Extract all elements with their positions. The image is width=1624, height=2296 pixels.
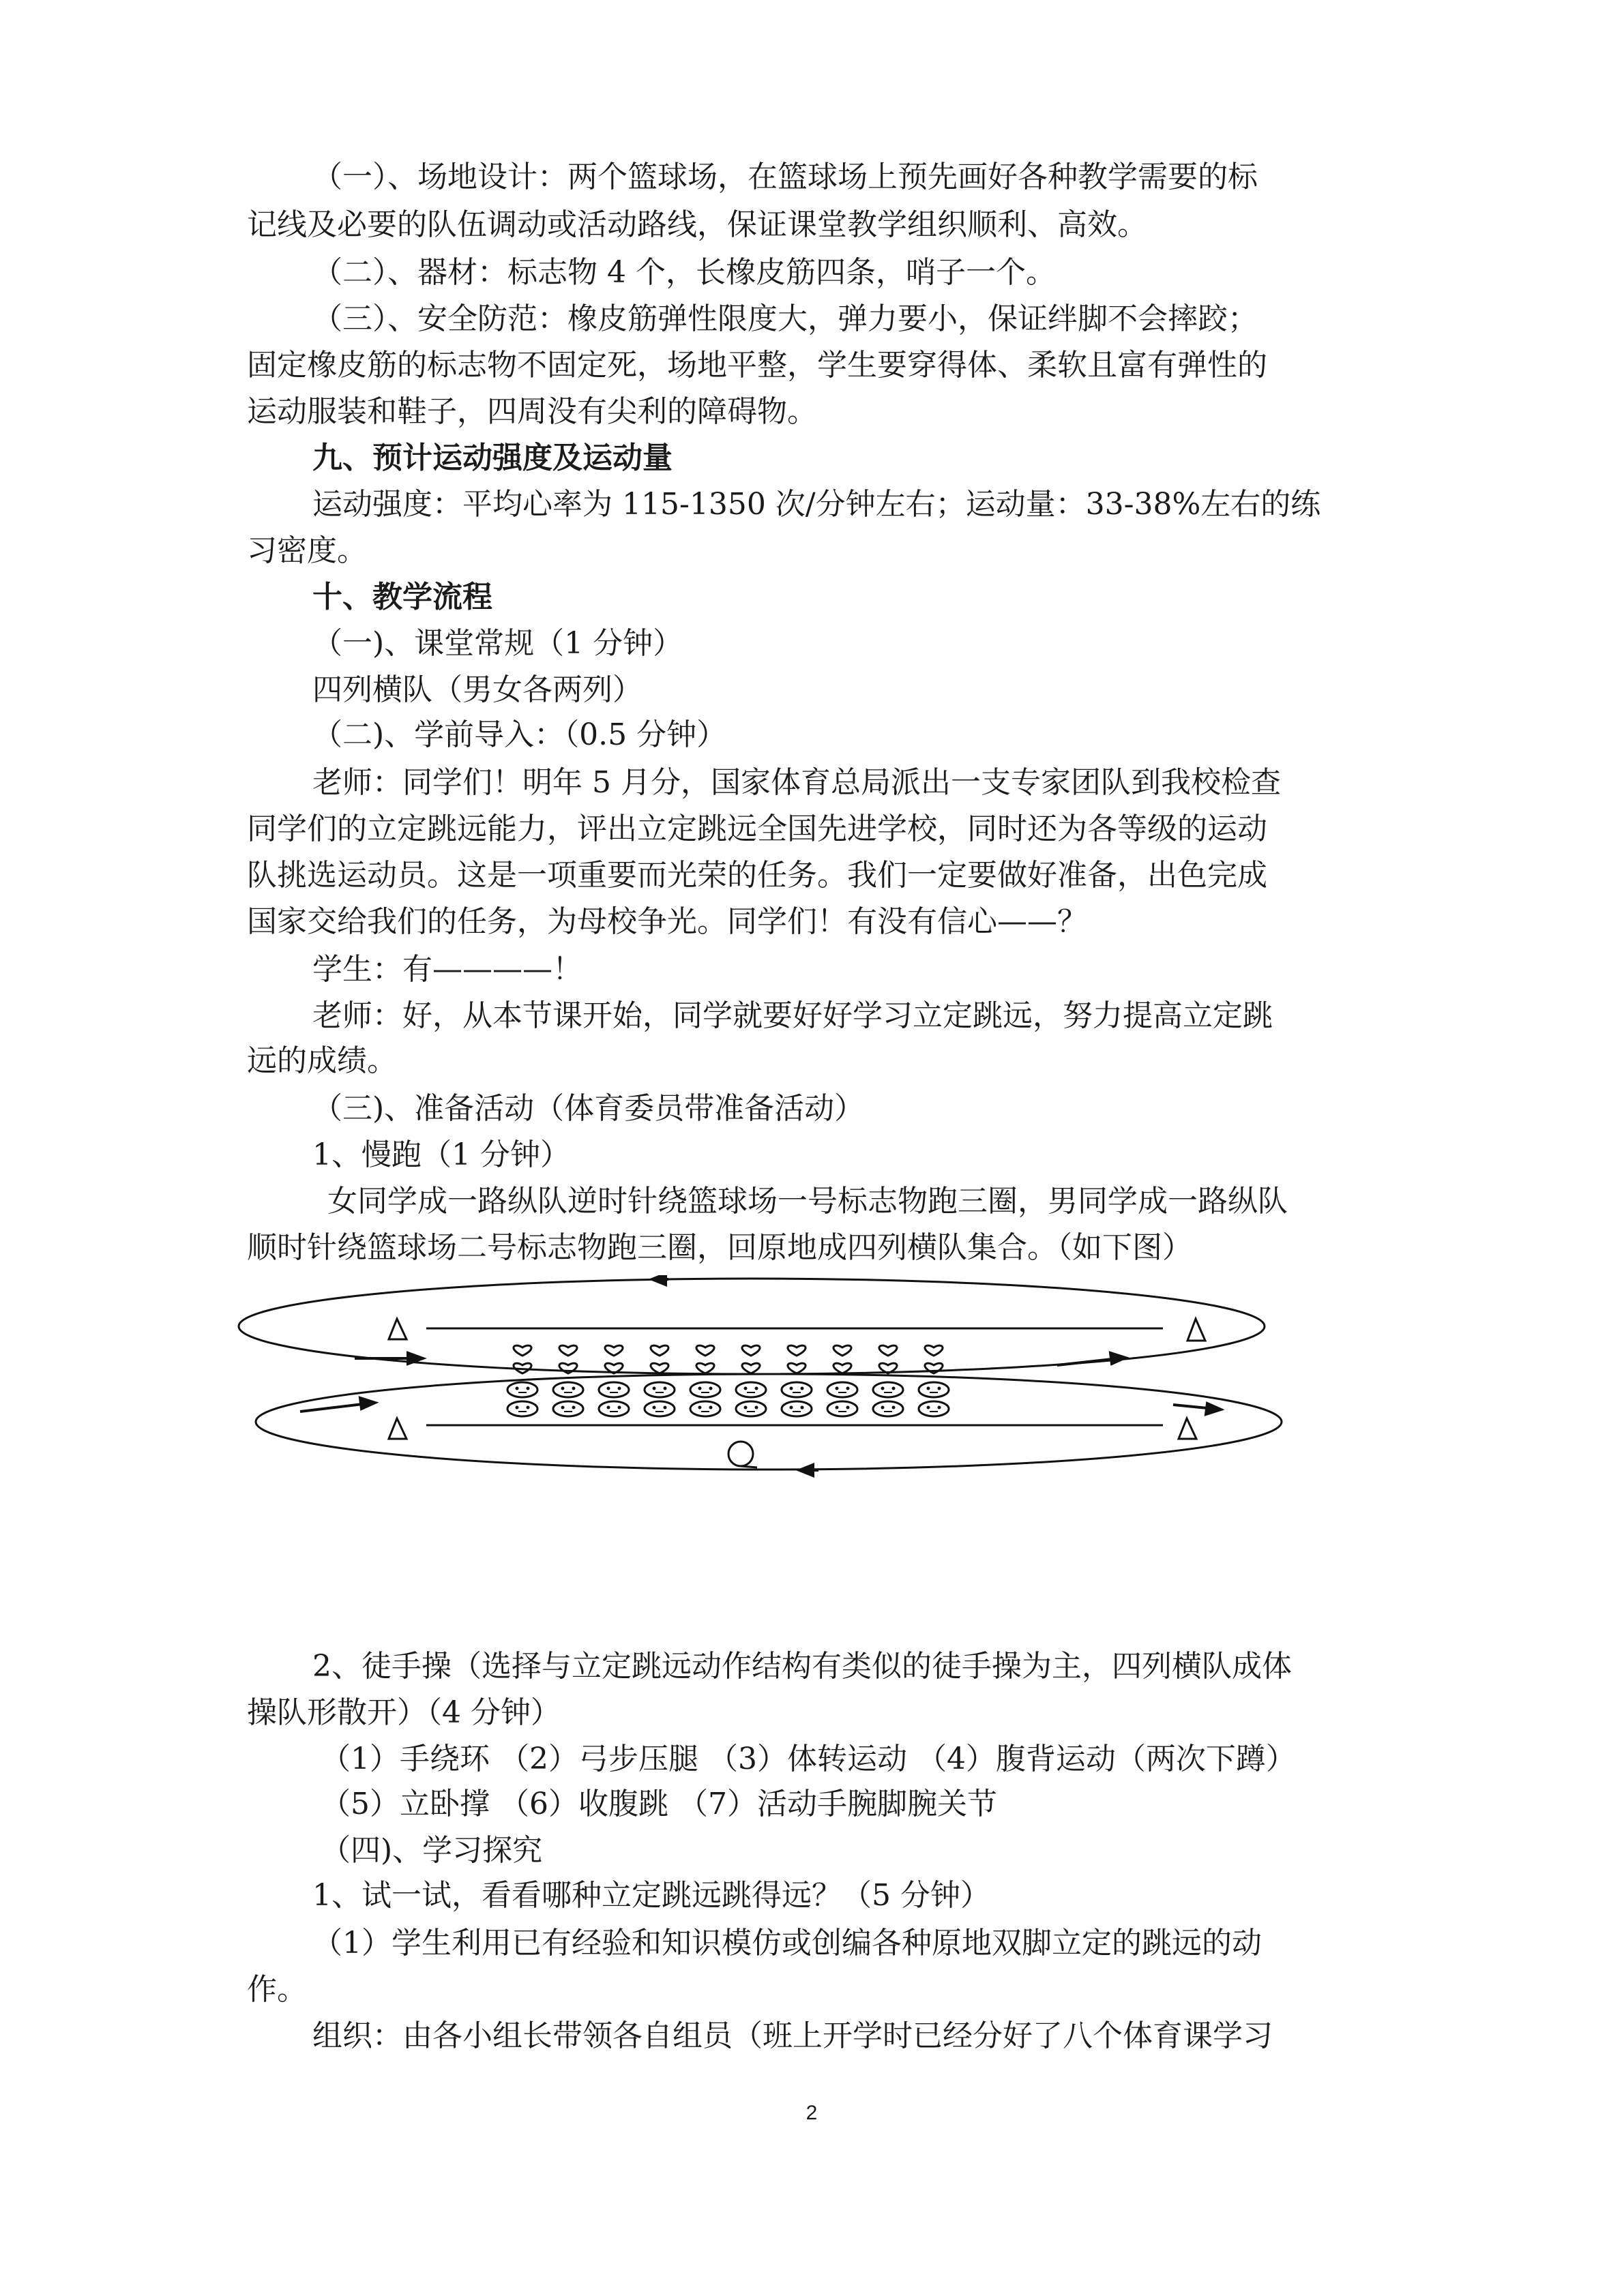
paragraph-line: （二)、学前导入：（0.5 分钟） xyxy=(312,717,727,752)
girl-student-heart-icon xyxy=(788,1363,806,1373)
boy-student-face-icon xyxy=(827,1401,857,1416)
paragraph-line: （三)、准备活动（体育委员带准备活动） xyxy=(312,1091,865,1126)
loop-path-2 xyxy=(256,1374,1282,1470)
paragraph-line: 作。 xyxy=(247,1972,307,2007)
girl-student-heart-icon xyxy=(651,1345,668,1356)
arrow-right-icon xyxy=(1110,1353,1125,1364)
boy-student-face-icon xyxy=(507,1401,537,1416)
boy-student-face-icon xyxy=(645,1382,675,1397)
girl-student-heart-icon xyxy=(559,1345,577,1356)
boy-student-face-icon xyxy=(599,1401,629,1416)
girl-student-heart-icon xyxy=(833,1345,851,1356)
paragraph-line: 2、徒手操（选择与立定跳远动作结构有类似的徒手操为主，四列横队成体 xyxy=(312,1649,1292,1684)
paragraph-line: （一)、课堂常规（1 分钟） xyxy=(312,626,683,661)
paragraph-line: （1）学生利用已有经验和知识模仿或创编各种原地双脚立定的跳远的动 xyxy=(312,1926,1262,1960)
paragraph-line: 运动服装和鞋子，四周没有尖利的障碍物。 xyxy=(247,394,817,429)
paragraph-line: 队挑选运动员。这是一项重要而光荣的任务。我们一定要做好准备，出色完成 xyxy=(247,858,1267,893)
girl-student-heart-icon xyxy=(925,1345,943,1356)
paragraph-line: 女同学成一路纵队逆时针绕篮球场一号标志物跑三圈，男同学成一路纵队 xyxy=(327,1184,1288,1219)
paragraph-line: 习密度。 xyxy=(247,533,367,568)
girl-student-heart-icon xyxy=(833,1363,851,1373)
girl-student-heart-icon xyxy=(514,1345,531,1356)
boy-student-face-icon xyxy=(507,1382,537,1397)
section-heading: 十、教学流程 xyxy=(312,580,492,614)
cone-marker-icon xyxy=(1179,1418,1196,1439)
paragraph-line: 组织：由各小组长带领各自组员（班上开学时已经分好了八个体育课学习 xyxy=(312,2018,1273,2053)
paragraph-line: 1、试一试，看看哪种立定跳远跳得远？（5 分钟） xyxy=(312,1878,990,1913)
boy-student-face-icon xyxy=(553,1382,583,1397)
paragraph-line: （1）手绕环 （2）弓步压腿 （3）体转运动 （4）腹背运动（两次下蹲） xyxy=(321,1742,1296,1776)
boy-student-face-icon xyxy=(873,1382,903,1397)
girl-student-heart-icon xyxy=(879,1345,897,1356)
student-formation xyxy=(507,1345,949,1416)
paragraph-line: 学生：有————！ xyxy=(312,952,582,987)
paragraph-line: 顺时针绕篮球场二号标志物跑三圈，回原地成四列横队集合。（如下图） xyxy=(247,1230,1192,1265)
arrow-left-icon xyxy=(799,1465,813,1476)
girl-student-heart-icon xyxy=(742,1363,760,1373)
boy-student-face-icon xyxy=(827,1382,857,1397)
paragraph-line: 老师：同学们！明年 5 月分，国家体育总局派出一支专家团队到我校检查 xyxy=(312,765,1281,800)
paragraph-line: 固定橡皮筋的标志物不固定死，场地平整，学生要穿得体、柔软且富有弹性的 xyxy=(247,348,1267,383)
paragraph-line: 1、慢跑（1 分钟） xyxy=(312,1137,570,1172)
cone-marker-icon xyxy=(389,1319,407,1339)
paragraph-line: 记线及必要的队伍调动或活动路线，保证课堂教学组织顺利、高效。 xyxy=(247,207,1147,242)
paragraph-line: 远的成绩。 xyxy=(247,1043,397,1078)
boy-student-face-icon xyxy=(873,1401,903,1416)
cone-marker-icon xyxy=(389,1418,407,1439)
paragraph-line: （三）、安全防范：橡皮筋弹性限度大，弹力要小，保证绊脚不会摔跤； xyxy=(312,301,1258,336)
boy-student-face-icon xyxy=(553,1401,583,1416)
paragraph-line: （一）、场地设计：两个篮球场，在篮球场上预先画好各种教学需要的标 xyxy=(312,160,1258,194)
paragraph-line: 同学们的立定跳远能力，评出立定跳远全国先进学校，同时还为各等级的运动 xyxy=(247,811,1267,846)
paragraph-line: 四列横队（男女各两列） xyxy=(312,672,643,707)
paragraph-line: （四)、学习探究 xyxy=(321,1833,543,1868)
paragraph-line: 运动强度：平均心率为 115-1350 次/分钟左右；运动量：33-38%左右的练 xyxy=(312,487,1321,522)
boy-student-face-icon xyxy=(919,1382,949,1397)
girl-student-heart-icon xyxy=(651,1363,668,1373)
paragraph-line: 操队形散开）（4 分钟） xyxy=(247,1695,561,1730)
arrow-left-icon xyxy=(652,1275,666,1285)
boy-student-face-icon xyxy=(645,1401,675,1416)
boy-student-face-icon xyxy=(736,1401,766,1416)
boy-student-face-icon xyxy=(782,1401,812,1416)
paragraph-line: （二）、器材：标志物 4 个，长橡皮筋四条，哨子一个。 xyxy=(312,255,1056,290)
paragraph-line: 国家交给我们的任务，为母校争光。同学们！有没有信心——？ xyxy=(247,904,1087,939)
page-number: 2 xyxy=(806,2102,818,2124)
girl-student-heart-icon xyxy=(696,1345,714,1356)
boy-student-face-icon xyxy=(919,1401,949,1416)
cone-marker-icon xyxy=(1187,1319,1205,1341)
boy-student-face-icon xyxy=(782,1382,812,1397)
girl-student-heart-icon xyxy=(742,1345,760,1356)
boy-student-face-icon xyxy=(690,1401,720,1416)
running-route-diagram xyxy=(218,1275,1323,1480)
girl-student-heart-icon xyxy=(696,1363,714,1373)
teacher-marker-icon xyxy=(728,1442,753,1466)
paragraph-line: 老师：好，从本节课开始，同学就要好好学习立定跳远，努力提高立定跳 xyxy=(312,998,1273,1033)
boy-student-face-icon xyxy=(690,1382,720,1397)
section-heading: 九、预计运动强度及运动量 xyxy=(312,441,673,475)
arrow-right-icon xyxy=(360,1398,375,1409)
arrow-right-icon xyxy=(1206,1403,1221,1414)
girl-student-heart-icon xyxy=(788,1345,806,1356)
boy-student-face-icon xyxy=(599,1382,629,1397)
paragraph-line: （5）立卧撑 （6）收腹跳 （7）活动手腕脚腕关节 xyxy=(321,1787,997,1821)
girl-student-heart-icon xyxy=(605,1345,623,1356)
boy-student-face-icon xyxy=(736,1382,766,1397)
